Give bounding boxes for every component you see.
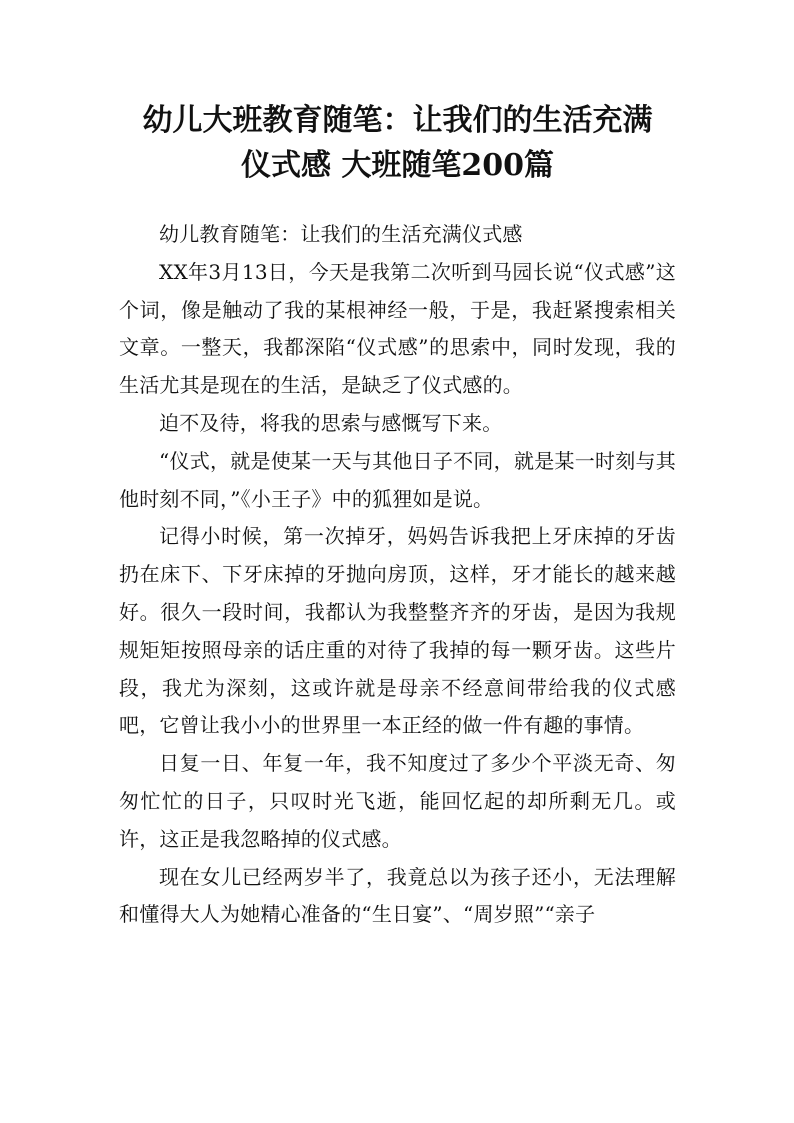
paragraph: 迫不及待，将我的思索与感慨写下来。 xyxy=(159,410,503,435)
paragraph: 记得小时候，第一次掉牙，妈妈告诉我把上牙床掉的牙齿扔在床下、下牙床掉的牙抛向房顶，这样，牙才能长的越来越好。很久一段时间，我都认为我整整齐齐的牙齿，是因为我规规矩矩按照母亲的话庄重的对待了我掉的每一颗牙齿。这些片段，我尤为深刻，这或许就是母亲不经意间带给我的仪式感吧，它曾让我小小的世界里一本正经的做一件有趣的事情。 xyxy=(119,524,676,738)
paragraph: “仪式，就是使某一天与其他日子不同，就是某一时刻与其他时刻不同，”《小王子》中的狐狸如是说。 xyxy=(119,448,676,511)
title-line-1: 幼儿大班教育随笔：让我们的生活充满 xyxy=(142,103,653,138)
title-line-2: 仪式感 大班随笔200篇 xyxy=(240,148,555,183)
paragraph: 现在女儿已经两岁半了，我竟总以为孩子还小，无法理解和懂得大人为她精心准备的“生日宴”、“周岁照”“亲子 xyxy=(119,864,676,927)
paragraph-subtitle: 幼儿教育随笔：让我们的生活充满仪式感 xyxy=(159,222,523,246)
paragraph: XX年3月13日，今天是我第二次听到马园长说“仪式感”这个词，像是触动了我的某根神经一般，于是，我赶紧搜索相关文章。一整天，我都深陷“仪式感”的思索中，同时发现，我的生活尤其是现在的生活，是缺乏了仪式感的。 xyxy=(119,259,676,398)
document-title xyxy=(119,98,676,188)
document-body xyxy=(119,216,676,934)
paragraph: 日复一日、年复一年，我不知度过了多少个平淡无奇、匆匆忙忙的日子，只叹时光飞逝，能回忆起的却所剩无几。或许，这正是我忽略掉的仪式感。 xyxy=(119,751,676,851)
